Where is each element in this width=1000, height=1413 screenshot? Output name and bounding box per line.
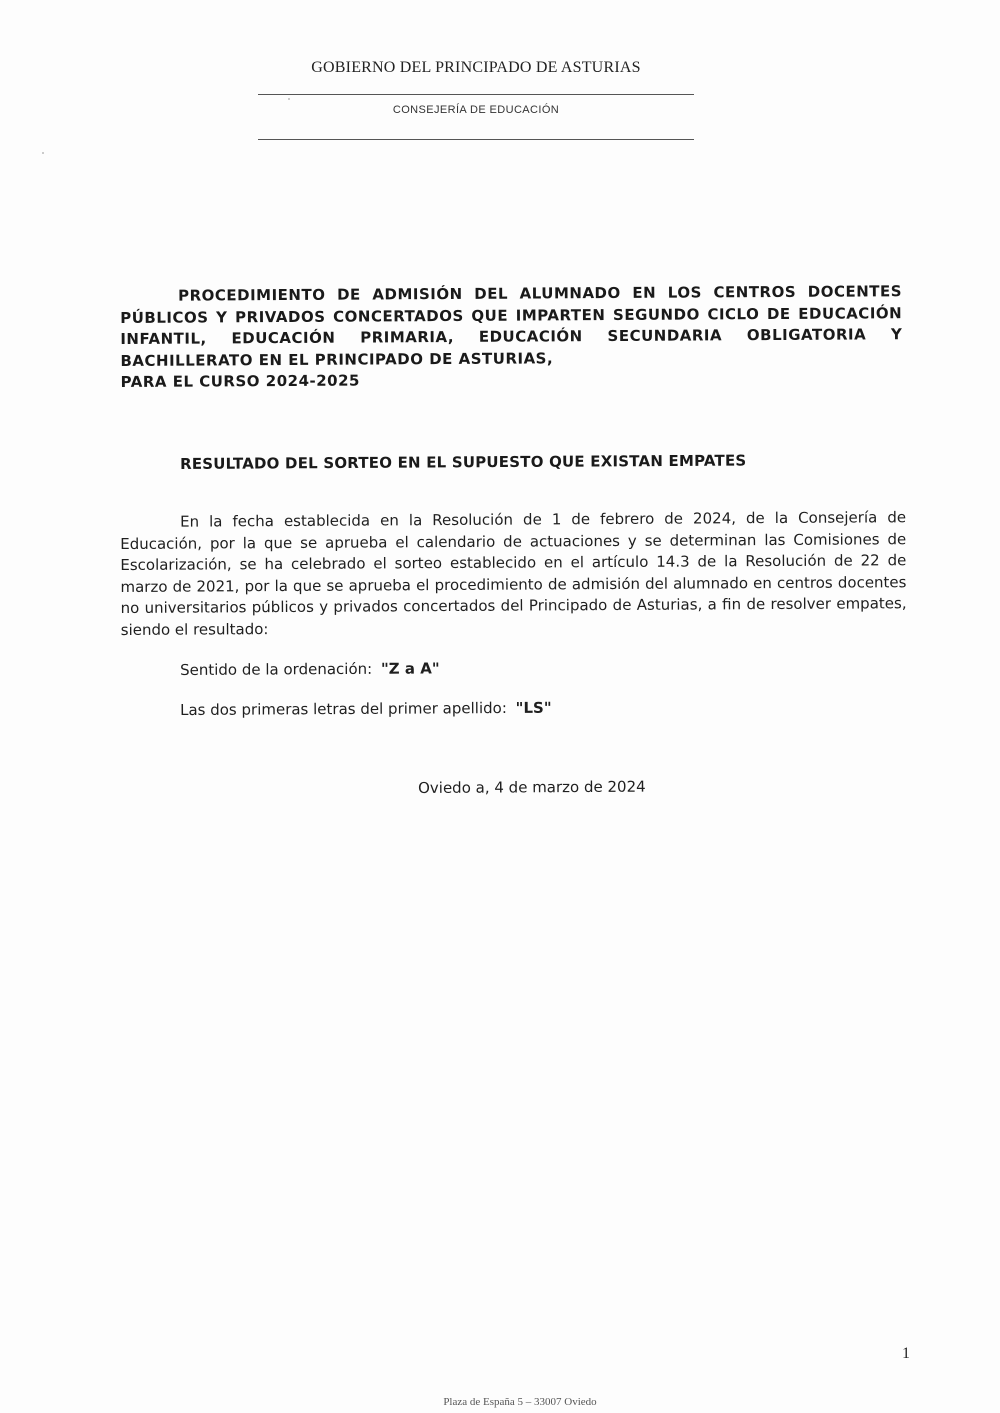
procedure-title-text: PROCEDIMIENTO DE ADMISIÓN DEL ALUMNADO EN LOS CENTROS DOCENTES PÚBLICOS Y PRIVADOS CONCERTADOS QUE IMPARTEN SEGUNDO CICLO DE EDUCACIÓN INFANTIL, EDUCACIÓN PRIMARIA, EDUCACIÓN SECUNDARIA OBLIGATORIA Y BACHILLERATO EN EL PRINCIPADO DE ASTURIAS, [120,282,903,370]
section-title: RESULTADO DEL SORTEO EN EL SUPUESTO QUE EXISTAN EMPATES [180,451,747,473]
header-rule-top [258,94,694,95]
header-rule-bottom [258,139,694,140]
footer-address: Plaza de España 5 – 33007 Oviedo [443,1396,597,1408]
procedure-title-course: PARA EL CURSO 2024-2025 [120,371,361,391]
page-number: 1 [902,1345,910,1362]
letterhead [258,58,694,140]
result-letters [180,698,552,720]
result-order-label: Sentido de la ordenación: [180,659,373,679]
result-order-value: "Z a A" [380,659,440,678]
scan-speck [288,98,290,100]
signature-date: Oviedo a, 4 de marzo de 2024 [418,777,646,797]
result-letters-value: "LS" [515,698,552,717]
result-order [180,658,440,680]
department-name: CONSEJERÍA DE EDUCACIÓN [392,104,560,116]
procedure-title [120,281,903,393]
scan-speck [42,152,44,154]
body-paragraph: En la fecha establecida en la Resolución de 1 de febrero de 2024, de la Consejería de Educación, por la que se aprueba el calendario de actuaciones y se determinan las Comisiones de Escolarización, se ha celebrado el sorteo establecido en el artículo 14.3 de la Resolución de 22 de marzo de 2021, por la que se aprueba el procedimiento de admisión del alumnado en centros docentes no universitarios públicos y privados concertados del Principado de Asturias, a fin de resolver empates, siendo el resultado: [120,508,907,639]
result-letters-label: Las dos primeras letras del primer apellido: [180,699,507,719]
government-name: GOBIERNO DEL PRINCIPADO DE ASTURIAS [311,59,641,76]
